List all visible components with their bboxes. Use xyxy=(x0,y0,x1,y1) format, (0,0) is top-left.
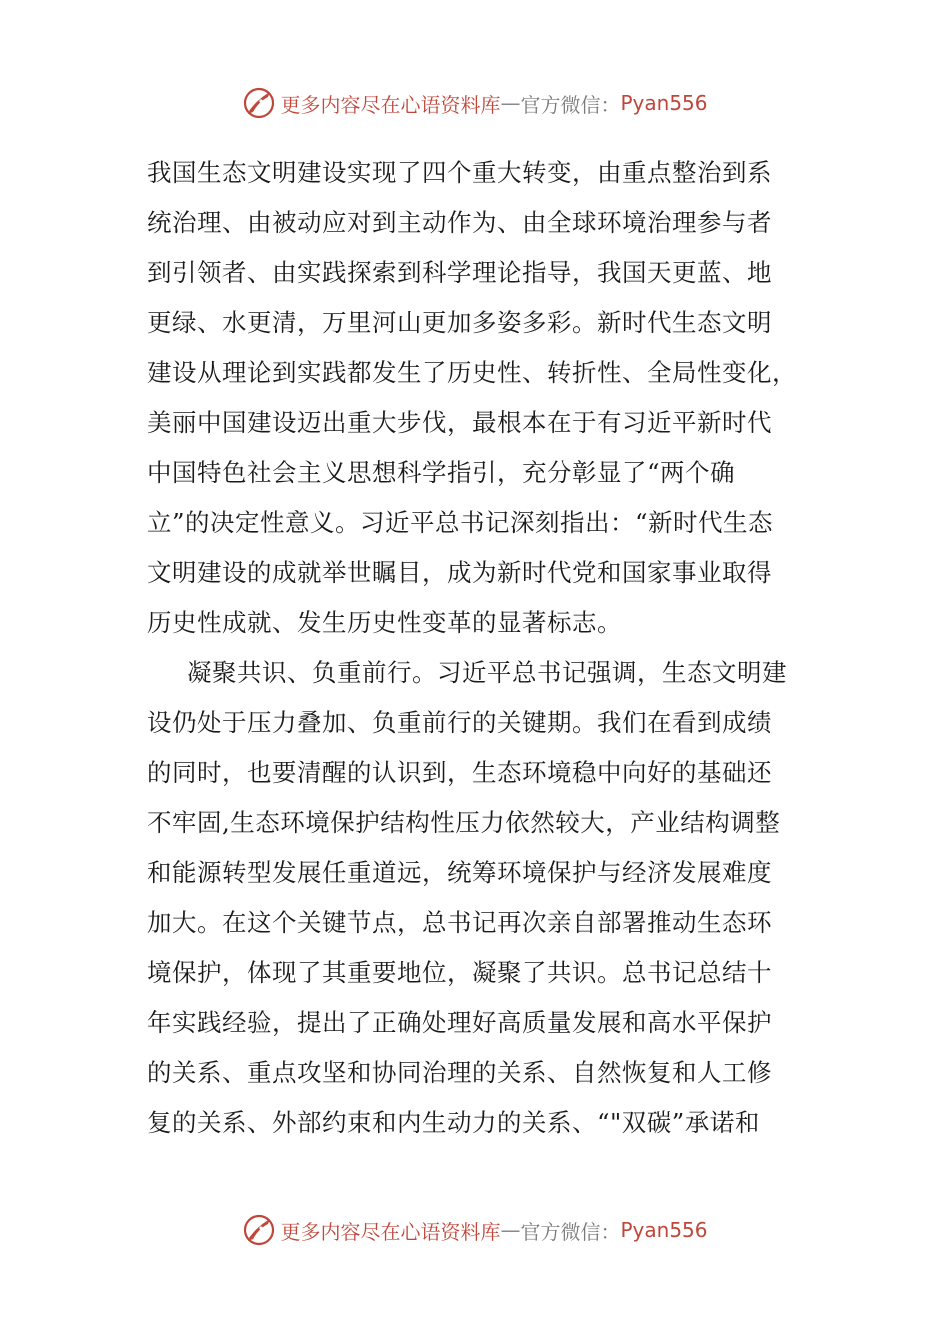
text-line: 到引领者、由实践探索到科学理论指导，我国天更蓝、地 xyxy=(147,258,772,287)
text-line: 建设从理论到实践都发生了历史性、转折性、全局性变化， xyxy=(147,358,797,387)
text-line: 的同时，也要清醒的认识到，生态环境稳中向好的基础还 xyxy=(147,758,772,787)
banner-wechat-id: Pyan556 xyxy=(620,91,708,115)
text-line: 设仍处于压力叠加、负重前行的关键期。我们在看到成绩 xyxy=(147,708,772,737)
banner-separator: — xyxy=(500,1218,521,1242)
text-line: 历史性成就、发生历史性变革的显著标志。 xyxy=(147,608,622,637)
text-line: 的关系、重点攻坚和协同治理的关系、自然恢复和人工修 xyxy=(147,1058,772,1087)
banner-text: 更多内容尽在心语资料库 xyxy=(280,92,501,117)
pen-nib-logo-icon xyxy=(242,1213,276,1247)
banner-wechat-id: Pyan556 xyxy=(620,1218,708,1242)
text-line: 不牢固,生态环境保护结构性压力依然较大，产业结构调整 xyxy=(147,808,781,837)
header-banner xyxy=(0,83,950,123)
text-line: 美丽中国建设迈出重大步伐，最根本在于有习近平新时代 xyxy=(147,408,772,437)
banner-text: 更多内容尽在心语资料库 xyxy=(280,1219,501,1244)
text-line: 我国生态文明建设实现了四个重大转变，由重点整治到系 xyxy=(147,158,772,187)
banner-label: 官方微信： xyxy=(520,92,621,117)
text-line: 复的关系、外部约束和内生动力的关系、“"双碳”承诺和 xyxy=(147,1108,760,1137)
text-line: 凝聚共识、负重前行。习近平总书记强调，生态文明建 xyxy=(187,658,787,687)
text-line: 文明建设的成就举世瞩目，成为新时代党和国家事业取得 xyxy=(147,558,772,587)
footer-banner xyxy=(0,1210,950,1250)
banner-label: 官方微信： xyxy=(520,1219,621,1244)
banner-separator: — xyxy=(500,91,521,115)
text-line: 年实践经验，提出了正确处理好高质量发展和高水平保护 xyxy=(147,1008,772,1037)
text-line: 加大。在这个关键节点，总书记再次亲自部署推动生态环 xyxy=(147,908,772,937)
text-line: 境保护，体现了其重要地位，凝聚了共识。总书记总结十 xyxy=(147,958,772,987)
document-body xyxy=(147,148,807,1148)
text-line: 中国特色社会主义思想科学指引，充分彰显了“两个确 xyxy=(147,458,736,487)
text-line: 立”的决定性意义。习近平总书记深刻指出：“新时代生态 xyxy=(147,508,774,537)
text-line: 统治理、由被动应对到主动作为、由全球环境治理参与者 xyxy=(147,208,772,237)
text-line: 更绿、水更清，万里河山更加多姿多彩。新时代生态文明 xyxy=(147,308,772,337)
pen-nib-logo-icon xyxy=(242,86,276,120)
text-line: 和能源转型发展任重道远，统筹环境保护与经济发展难度 xyxy=(147,858,772,887)
